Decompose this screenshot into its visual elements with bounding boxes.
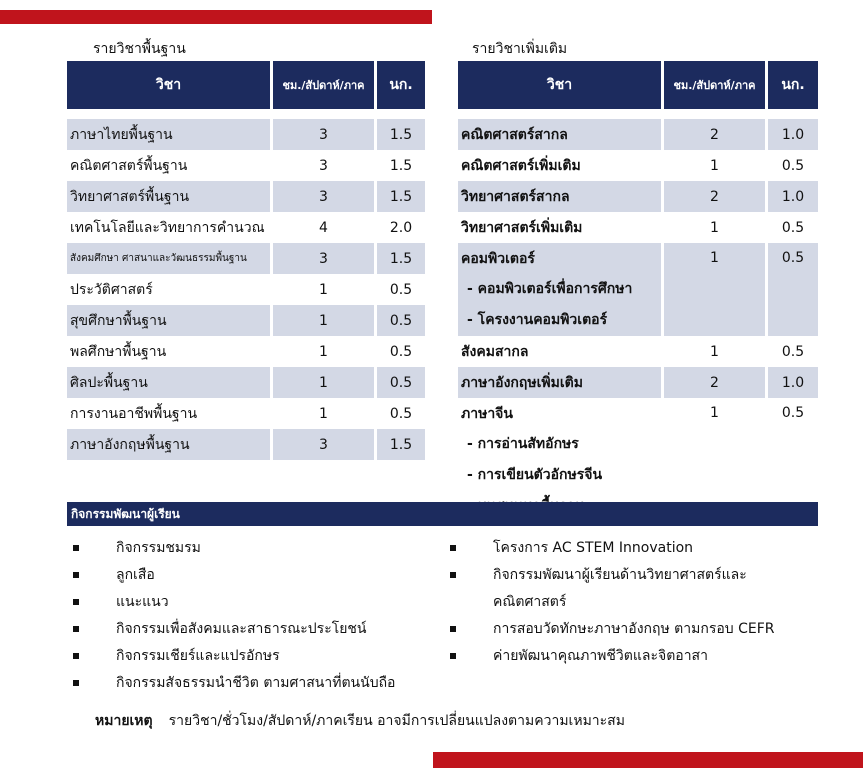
subject-credits: 2.0: [389, 219, 413, 236]
table-row: [67, 274, 425, 305]
activity-label: กิจกรรมเพื่อสังคมและสาธารณะประโยชน์: [116, 621, 367, 637]
subject-hours: 3: [273, 243, 377, 274]
subject-hours: 2: [664, 367, 768, 398]
subject-name: ประวัติศาสตร์: [67, 274, 273, 305]
subject-name: สุขศึกษาพื้นฐาน: [67, 305, 273, 336]
subject-name: พลศึกษาพื้นฐาน: [67, 336, 273, 367]
subject-hours: 1: [664, 212, 768, 243]
subject-name: วิทยาศาสตร์เพิ่มเติม: [458, 212, 664, 243]
table-row: [458, 212, 818, 243]
list-item: [450, 643, 780, 670]
subject-name: ภาษาจีน: [461, 406, 513, 422]
subject-credits: 0.5: [781, 219, 805, 236]
table-header-row: [458, 61, 818, 109]
footnote-text: รายวิชา/ชั่วโมง/สัปดาห์/ภาคเรียน อาจมีการเปลี่ยนแปลงตามความเหมาะสม: [168, 713, 625, 729]
activities-header: กิจกรรมพัฒนาผู้เรียน: [67, 502, 818, 526]
bottom-red-bar: [433, 752, 863, 768]
table-row: [458, 150, 818, 181]
subject-column-header: วิชา: [458, 61, 664, 109]
list-item: [73, 589, 395, 616]
table-row: [67, 305, 425, 336]
activity-label: แนะแนว: [116, 594, 169, 610]
core-subjects-table: [67, 61, 425, 460]
list-item: [450, 616, 780, 643]
table-row: [458, 336, 818, 367]
subject-credits: 1.5: [377, 429, 425, 460]
table-row: [67, 212, 425, 243]
activity-label: การสอบวัดทักษะภาษาอังกฤษ ตามกรอบ CEFR: [493, 621, 775, 637]
subject-name: วิทยาศาสตร์พื้นฐาน: [67, 181, 273, 212]
table-row: [67, 181, 425, 212]
subject-name: ภาษาไทยพื้นฐาน: [67, 119, 273, 150]
table-row: [67, 398, 425, 429]
subject-hours: 1: [273, 367, 377, 398]
subject-credits: 0.5: [377, 367, 425, 398]
subject-name-group: [458, 243, 664, 336]
sub-subject: - คอมพิวเตอร์เพื่อการศึกษา: [467, 281, 633, 297]
hours-column-header: ชม./สัปดาห์/ภาค: [273, 61, 377, 109]
subject-name: สังคมศึกษา ศาสนาและวัฒนธรรมพื้นฐาน: [67, 243, 273, 274]
activity-label: กิจกรรมเชียร์และแปรอักษร: [116, 648, 280, 664]
bullet-icon: [450, 626, 456, 632]
subject-hours: 1: [664, 150, 768, 181]
subject-hours: 2: [664, 119, 768, 150]
activities-list-right: [450, 535, 780, 670]
subject-credits: 0.5: [768, 243, 818, 336]
subject-hours: 3: [273, 119, 377, 150]
core-subjects-title: รายวิชาพื้นฐาน: [93, 41, 186, 57]
activity-label: กิจกรรมสัจธรรมนำชีวิต ตามศาสนาที่ตนนับถือ: [116, 675, 396, 691]
subject-credits: 1.5: [377, 181, 425, 212]
subject-hours: 1: [664, 243, 768, 336]
bullet-icon: [73, 572, 79, 578]
subject-name: คณิตศาสตร์พื้นฐาน: [67, 150, 273, 181]
subject-hours: 3: [273, 429, 377, 460]
subject-hours: 1: [273, 336, 377, 367]
subject-credits: 1.0: [768, 181, 818, 212]
subject-credits: 1.5: [389, 157, 413, 174]
list-item: [450, 535, 780, 562]
bullet-icon: [73, 599, 79, 605]
footnote-label: หมายเหตุ: [95, 713, 153, 729]
subject-name: คอมพิวเตอร์: [461, 251, 535, 267]
top-red-bar: [0, 10, 432, 24]
table-row: [458, 367, 818, 398]
subject-hours: 1: [664, 398, 768, 522]
table-row: [67, 119, 425, 150]
list-item: [450, 562, 780, 616]
subject-hours: 3: [273, 181, 377, 212]
subject-credits: 0.5: [389, 281, 413, 298]
subject-credits: 1.0: [768, 367, 818, 398]
credits-column-header: นก.: [768, 61, 818, 109]
subject-name: ภาษาอังกฤษเพิ่มเติม: [458, 367, 664, 398]
bullet-icon: [450, 545, 456, 551]
sub-subject: - โครงงานคอมพิวเตอร์: [467, 312, 608, 328]
bullet-icon: [73, 653, 79, 659]
list-item: [73, 562, 395, 589]
subject-name: การงานอาชีพพื้นฐาน: [67, 398, 273, 429]
subject-credits: 0.5: [781, 343, 805, 360]
subject-name: คณิตศาสตร์สากล: [458, 119, 664, 150]
credits-column-header: นก.: [377, 61, 425, 109]
activity-label: กิจกรรมชมรม: [116, 540, 201, 556]
table-row: [67, 150, 425, 181]
footnote: [95, 710, 625, 732]
list-item: [73, 535, 395, 562]
extra-subjects-table: [458, 61, 818, 522]
subject-hours: 1: [273, 398, 377, 429]
activity-label: โครงการ AC STEM Innovation: [493, 540, 694, 556]
bullet-icon: [73, 680, 79, 686]
activity-label: กิจกรรมพัฒนาผู้เรียนด้านวิทยาศาสตร์และคณิตศาสตร์: [493, 567, 747, 610]
list-item: [73, 616, 395, 643]
list-item: [73, 670, 395, 697]
table-row: [67, 429, 425, 460]
table-header-row: [67, 61, 425, 109]
activity-label: ค่ายพัฒนาคุณภาพชีวิตและจิตอาสา: [493, 648, 708, 664]
subject-name: คณิตศาสตร์เพิ่มเติม: [458, 150, 664, 181]
table-row: [67, 367, 425, 398]
table-row: [458, 119, 818, 150]
subject-hours: 1: [664, 336, 768, 367]
subject-hours: 1: [273, 305, 377, 336]
subject-hours: 3: [273, 150, 377, 181]
subject-credits: 0.5: [389, 405, 413, 422]
extra-subjects-title: รายวิชาเพิ่มเติม: [472, 41, 568, 57]
subject-credits: 1.0: [768, 119, 818, 150]
subject-credits: 1.5: [377, 119, 425, 150]
activities-list-left: [73, 535, 395, 697]
sub-subject: - การเขียนตัวอักษรจีน: [467, 467, 603, 483]
table-row: [67, 243, 425, 274]
subject-name: ภาษาอังกฤษพื้นฐาน: [67, 429, 273, 460]
bullet-icon: [450, 572, 456, 578]
subject-credits: 0.5: [781, 405, 805, 421]
subject-hours: 4: [273, 212, 377, 243]
sub-subject: - การอ่านสัทอักษร: [467, 436, 579, 452]
bullet-icon: [450, 653, 456, 659]
table-row: [458, 243, 818, 336]
subject-hours: 2: [664, 181, 768, 212]
hours-column-header: ชม./สัปดาห์/ภาค: [664, 61, 768, 109]
subject-hours: 1: [273, 274, 377, 305]
subject-credits: 0.5: [389, 343, 413, 360]
table-row: [67, 336, 425, 367]
bullet-icon: [73, 626, 79, 632]
subject-column-header: วิชา: [67, 61, 273, 109]
subject-name: วิทยาศาสตร์สากล: [458, 181, 664, 212]
subject-credits: 1.5: [377, 243, 425, 274]
subject-name: เทคโนโลยีและวิทยาการคำนวณ: [67, 212, 273, 243]
subject-name: ศิลปะพื้นฐาน: [67, 367, 273, 398]
activity-label: ลูกเสือ: [116, 567, 155, 583]
bullet-icon: [73, 545, 79, 551]
subject-name: สังคมสากล: [458, 336, 664, 367]
subject-credits: 0.5: [377, 305, 425, 336]
subject-credits: 0.5: [781, 157, 805, 174]
list-item: [73, 643, 395, 670]
table-row: [458, 181, 818, 212]
